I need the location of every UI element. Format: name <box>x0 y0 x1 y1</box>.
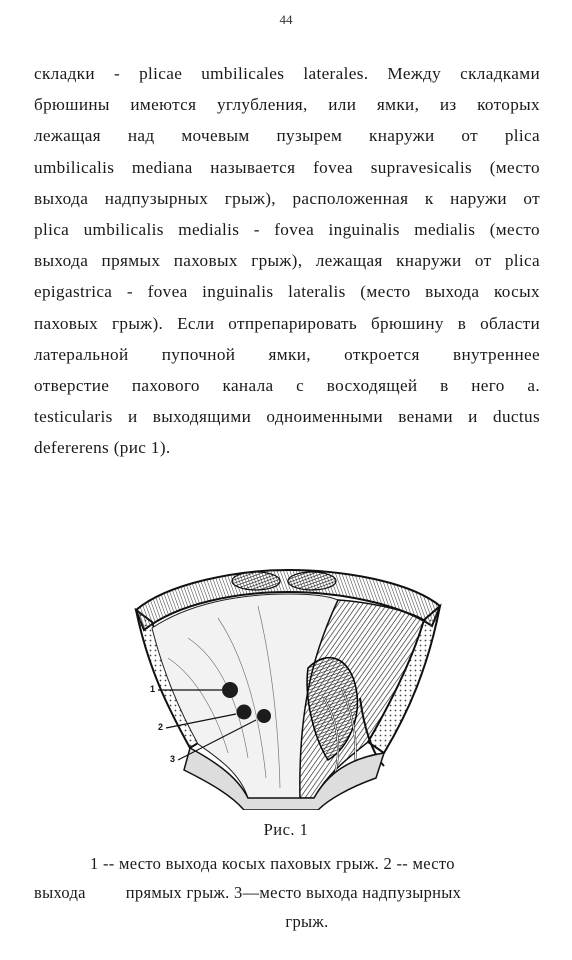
text-line: отверстие пахового канала с восходящей в него a. <box>34 376 540 396</box>
caption-line-2-end: прямых грыж. 3—место выхода надпузырных <box>125 883 462 902</box>
text-line: брюшины имеются углубления, или ямки, из которых <box>34 95 540 115</box>
body-text <box>34 58 540 464</box>
text-line: defererens (рис 1). <box>34 438 171 458</box>
text-line: testicularis и выходящими одноименными венами и ductus <box>34 407 540 427</box>
figure-title: Рис. 1 <box>263 820 309 839</box>
text-line: лежащая над мочевым пузырем кнаружи от plica <box>34 126 540 146</box>
anatomy-figure <box>128 548 444 810</box>
text-line: паховых грыж). Если отпрепарировать брюшину в области <box>34 313 540 333</box>
caption-line-1: 1 -- место выхода косых паховых грыж. 2 -- место <box>90 854 455 873</box>
caption-line-2 <box>34 878 540 907</box>
page-number: 44 <box>279 12 293 27</box>
figure-label-3: 3 <box>170 754 176 764</box>
anatomy-illustration <box>128 548 444 810</box>
caption-line-3: грыж. <box>285 912 329 931</box>
caption-line-2-start: выхода <box>34 883 86 902</box>
figure-label-2: 2 <box>158 722 164 732</box>
figure-caption <box>34 849 540 936</box>
text-line: umbilicalis mediana называется fovea supravesicalis (место <box>34 157 540 177</box>
text-line: plica umbilicalis medialis - fovea inguinalis medialis (место <box>34 220 540 240</box>
text-line: выхода надпузырных грыж), расположенная к наружи от <box>34 188 540 208</box>
text-line: складки - plicae umbilicales lateralеs. Между складками <box>34 64 540 83</box>
text-line: epigastrica - fovea inguinalis lateralis (место выхода косых <box>34 282 540 302</box>
figure-label-1: 1 <box>150 684 156 694</box>
text-line: выхода прямых паховых грыж), лежащая кнаружи от plica <box>34 251 540 271</box>
text-line: латеральной пупочной ямки, откроется внутреннее <box>34 344 540 364</box>
